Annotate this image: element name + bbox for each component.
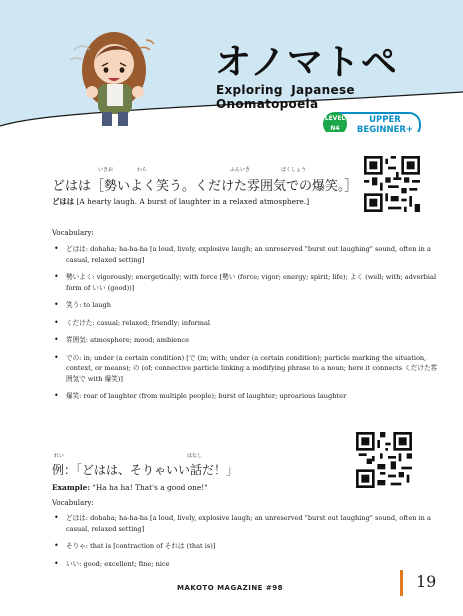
level-label-line1: UPPER — [369, 115, 401, 125]
example-label: Example: — [52, 483, 91, 492]
page-header — [0, 0, 463, 132]
qr-code-icon[interactable] — [364, 156, 420, 212]
vocabulary-list — [52, 244, 442, 409]
page-subtitle: Exploring Japanese Onomatopoeia — [216, 83, 355, 111]
level-label — [353, 115, 417, 132]
furigana: ふんいき — [230, 167, 251, 173]
page-number: 19 — [416, 572, 437, 591]
list-item: • どはは: dohaha; ha-ha-ha [a loud, lively, explosive laugh; an unreserved "burst out laughing" sound, often in a casual, relaxed setting] — [52, 244, 442, 265]
headline-sentence: どはは［勢いよく笑う。くだけた雰囲気での爆笑。］ — [52, 179, 358, 194]
example-text: "Ha ha ha! That's a good one!" — [92, 483, 208, 492]
list-item: • での: in; under (a certain condition) [で (in; with; under (a certain condition); particle marking the situation, context, or means); の (of; connective particle linking a modifying phrase to a noun; here it connects くだけた雰囲気で with 爆笑)] — [52, 353, 442, 385]
furigana: ばくしょう — [281, 167, 307, 173]
translation-text: [A hearty laugh. A burst of laughter in a relaxed atmosphere.] — [76, 197, 310, 206]
page-title: オノマトペ — [215, 42, 398, 83]
furigana: わら — [137, 167, 148, 173]
girl-illustration — [62, 20, 172, 132]
list-item: • いい: good; excellent; fine; nice — [52, 559, 442, 570]
vocabulary-label: Vocabulary: — [52, 229, 94, 237]
furigana: いきお — [98, 167, 114, 173]
vocabulary-label: Vocabulary: — [52, 499, 94, 507]
list-item: • 爆笑: roar of laughter (from multiple people); burst of laughter; uproarious laughter — [52, 391, 442, 402]
level-label-line2: BEGINNER+ — [356, 125, 414, 132]
list-item: • くだけた: casual; relaxed; friendly; informal — [52, 318, 442, 329]
list-item: • 笑う: to laugh — [52, 300, 442, 311]
page-number-accent — [400, 570, 403, 596]
level-badge — [325, 112, 421, 132]
furigana: はなし — [187, 453, 203, 459]
list-item: • 雰囲気: atmosphere; mood; ambience — [52, 335, 442, 346]
list-item: • そりゃ: that is [contraction of それは (that is)] — [52, 541, 442, 552]
magazine-name: MAKOTO MAGAZINE #98 — [176, 584, 284, 592]
list-item: • どはは: dohaha; ha-ha-ha [a loud, lively, explosive laugh; an unreserved "burst out laughing" sound, often in a casual, relaxed setting] — [52, 513, 442, 534]
example-sentence: 例：「どはは、そりゃいい話だ！」 — [52, 463, 239, 477]
example-translation — [52, 483, 208, 492]
list-item: • 勢いよく: vigorously; energetically; with force [勢い (force; vigor; energy; spirit; life); よく (well; with; adverbial form of いい (good))] — [52, 272, 442, 293]
level-circle: LEVEL N4 — [323, 112, 347, 132]
qr-code-icon[interactable] — [356, 432, 412, 488]
furigana: れい — [54, 453, 65, 459]
translation — [52, 196, 309, 207]
translation-term: どはは — [52, 197, 75, 206]
vocabulary-list — [52, 513, 442, 576]
